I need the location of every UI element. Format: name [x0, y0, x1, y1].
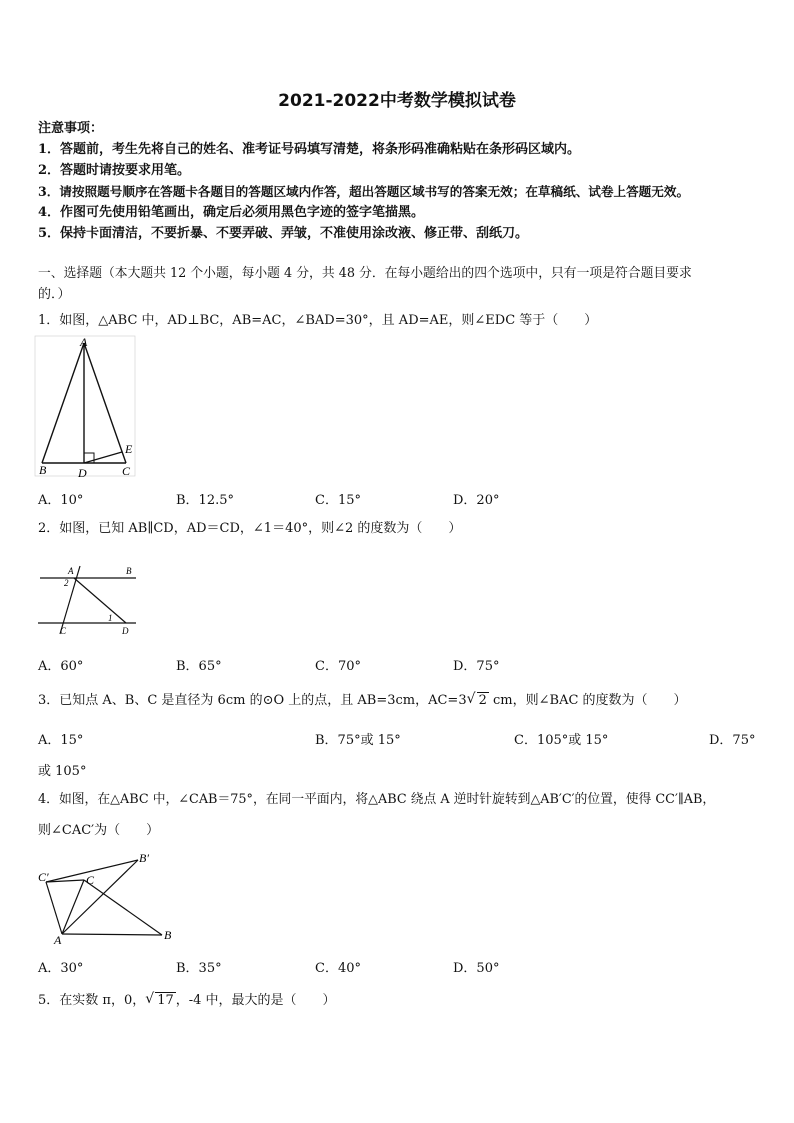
- q1-option-a: A．10°: [38, 493, 84, 508]
- q5-text-before: 5．在实数 π，0，: [38, 993, 146, 1008]
- figure-frame: [35, 336, 135, 476]
- note-item: 1．答题前，考生先将自己的姓名、准考证号码填写清楚，将条形码准确粘贴在条形码区域内。: [38, 142, 581, 157]
- q2-parallel-lines-figure: [34, 560, 140, 640]
- q1-option-d: D．20°: [453, 493, 500, 508]
- label-c: C: [122, 464, 131, 478]
- page-title: 2021-2022中考数学模拟试卷: [278, 91, 516, 111]
- segment-cb: [84, 880, 162, 935]
- q2-option-a: A．60°: [38, 659, 84, 674]
- segment-ab: [62, 934, 162, 935]
- q5-text-after: ，-4 中，最大的是（ ）: [175, 993, 336, 1008]
- section-header-line2: 的．）: [38, 287, 71, 302]
- q1-triangle-figure: [34, 335, 138, 480]
- segment-ac: [60, 566, 80, 634]
- q3-option-b: B．75°或 15°: [315, 733, 401, 748]
- q3-radicand: 2: [478, 693, 487, 708]
- note-item: 5．保持卡面清洁，不要折暴、不要弄破、弄皱，不准使用涂改液、修正带、刮纸刀。: [38, 226, 529, 241]
- question-3-text: [38, 692, 687, 710]
- note-item: 3．请按照题号顺序在答题卡各题目的答题区域内作答，超出答题区域书写的答案无效；在草稿纸、试卷上答题无效。: [38, 184, 690, 199]
- question-4-text-line2: 则∠CAC′为（ ）: [38, 823, 160, 838]
- section-header-line1: 一、选择题（本大题共 12 个小题，每小题 4 分，共 48 分．在每小题给出的四个选项中，只有一项是符合题目要求: [38, 266, 692, 281]
- question-4-text-line1: 4．如图，在△ABC 中，∠CAB＝75°，在同一平面内，将△ABC 绕点 A 逆时针旋转到△AB′C′的位置，使得 CC′∥AB，: [38, 792, 716, 807]
- q2-option-c: C．70°: [315, 659, 361, 674]
- label-d: D: [122, 626, 129, 636]
- label-b: B: [126, 566, 132, 576]
- q3-text-before: 3．已知点 A、B、C 是直径为 6cm 的⊙O 上的点，且 AB=3cm，AC=3: [38, 693, 467, 708]
- q3-option-c: C．105°或 15°: [514, 733, 609, 748]
- q3-option-d: D．75°: [709, 733, 756, 748]
- sqrt-symbol: √ 2: [466, 691, 487, 708]
- label-c: C: [60, 626, 67, 636]
- label-a: A: [54, 933, 62, 947]
- q5-radicand: 17: [157, 993, 174, 1008]
- label-b: B: [164, 928, 172, 942]
- q4-rotation-figure: [34, 848, 184, 948]
- q4-option-d: D．50°: [453, 961, 500, 976]
- note-item: 2．答题时请按要求用笔。: [38, 163, 191, 178]
- label-c: C: [86, 873, 95, 887]
- q4-option-c: C．40°: [315, 961, 361, 976]
- label-c-prime: C′: [38, 870, 49, 884]
- label-b-prime: B′: [139, 851, 149, 865]
- segment-ab-prime: [62, 860, 138, 934]
- q1-option-c: C．15°: [315, 493, 361, 508]
- label-a: A: [68, 566, 74, 576]
- segment-ac: [84, 343, 126, 463]
- question-5-text: [38, 992, 336, 1010]
- question-2-text: 2．如图，已知 AB∥CD，AD＝CD，∠1＝40°，则∠2 的度数为（ ）: [38, 521, 462, 536]
- q3-option-a: A．15°: [38, 733, 84, 748]
- segment-ac: [62, 880, 84, 934]
- segment-ab: [42, 343, 84, 463]
- q2-option-d: D．75°: [453, 659, 500, 674]
- question-1-text: 1．如图，△ABC 中，AD⊥BC，AB=AC，∠BAD=30°，且 AD=AE，则∠EDC 等于（ ）: [38, 313, 598, 328]
- label-d: D: [78, 466, 87, 480]
- label-a: A: [80, 335, 88, 349]
- q3-text-after: cm，则∠BAC 的度数为（ ）: [488, 693, 687, 708]
- segment-de: [84, 452, 122, 463]
- label-1: 1: [108, 613, 113, 623]
- q4-option-a: A．30°: [38, 961, 84, 976]
- q4-option-b: B．35°: [176, 961, 222, 976]
- q2-option-b: B．65°: [176, 659, 222, 674]
- label-e: E: [125, 442, 133, 456]
- segment-ac-prime: [46, 882, 62, 934]
- note-item: 4．作图可先使用铅笔画出，确定后必须用黑色字迹的签字笔描黑。: [38, 205, 425, 220]
- segment-ad: [74, 578, 126, 623]
- sqrt-symbol: √ 17: [145, 991, 174, 1008]
- q1-option-b: B．12.5°: [176, 493, 234, 508]
- label-b: B: [39, 463, 47, 477]
- notes-heading: 注意事项：: [38, 121, 104, 136]
- q3-option-d-continued: 或 105°: [38, 764, 87, 779]
- label-2: 2: [64, 578, 69, 588]
